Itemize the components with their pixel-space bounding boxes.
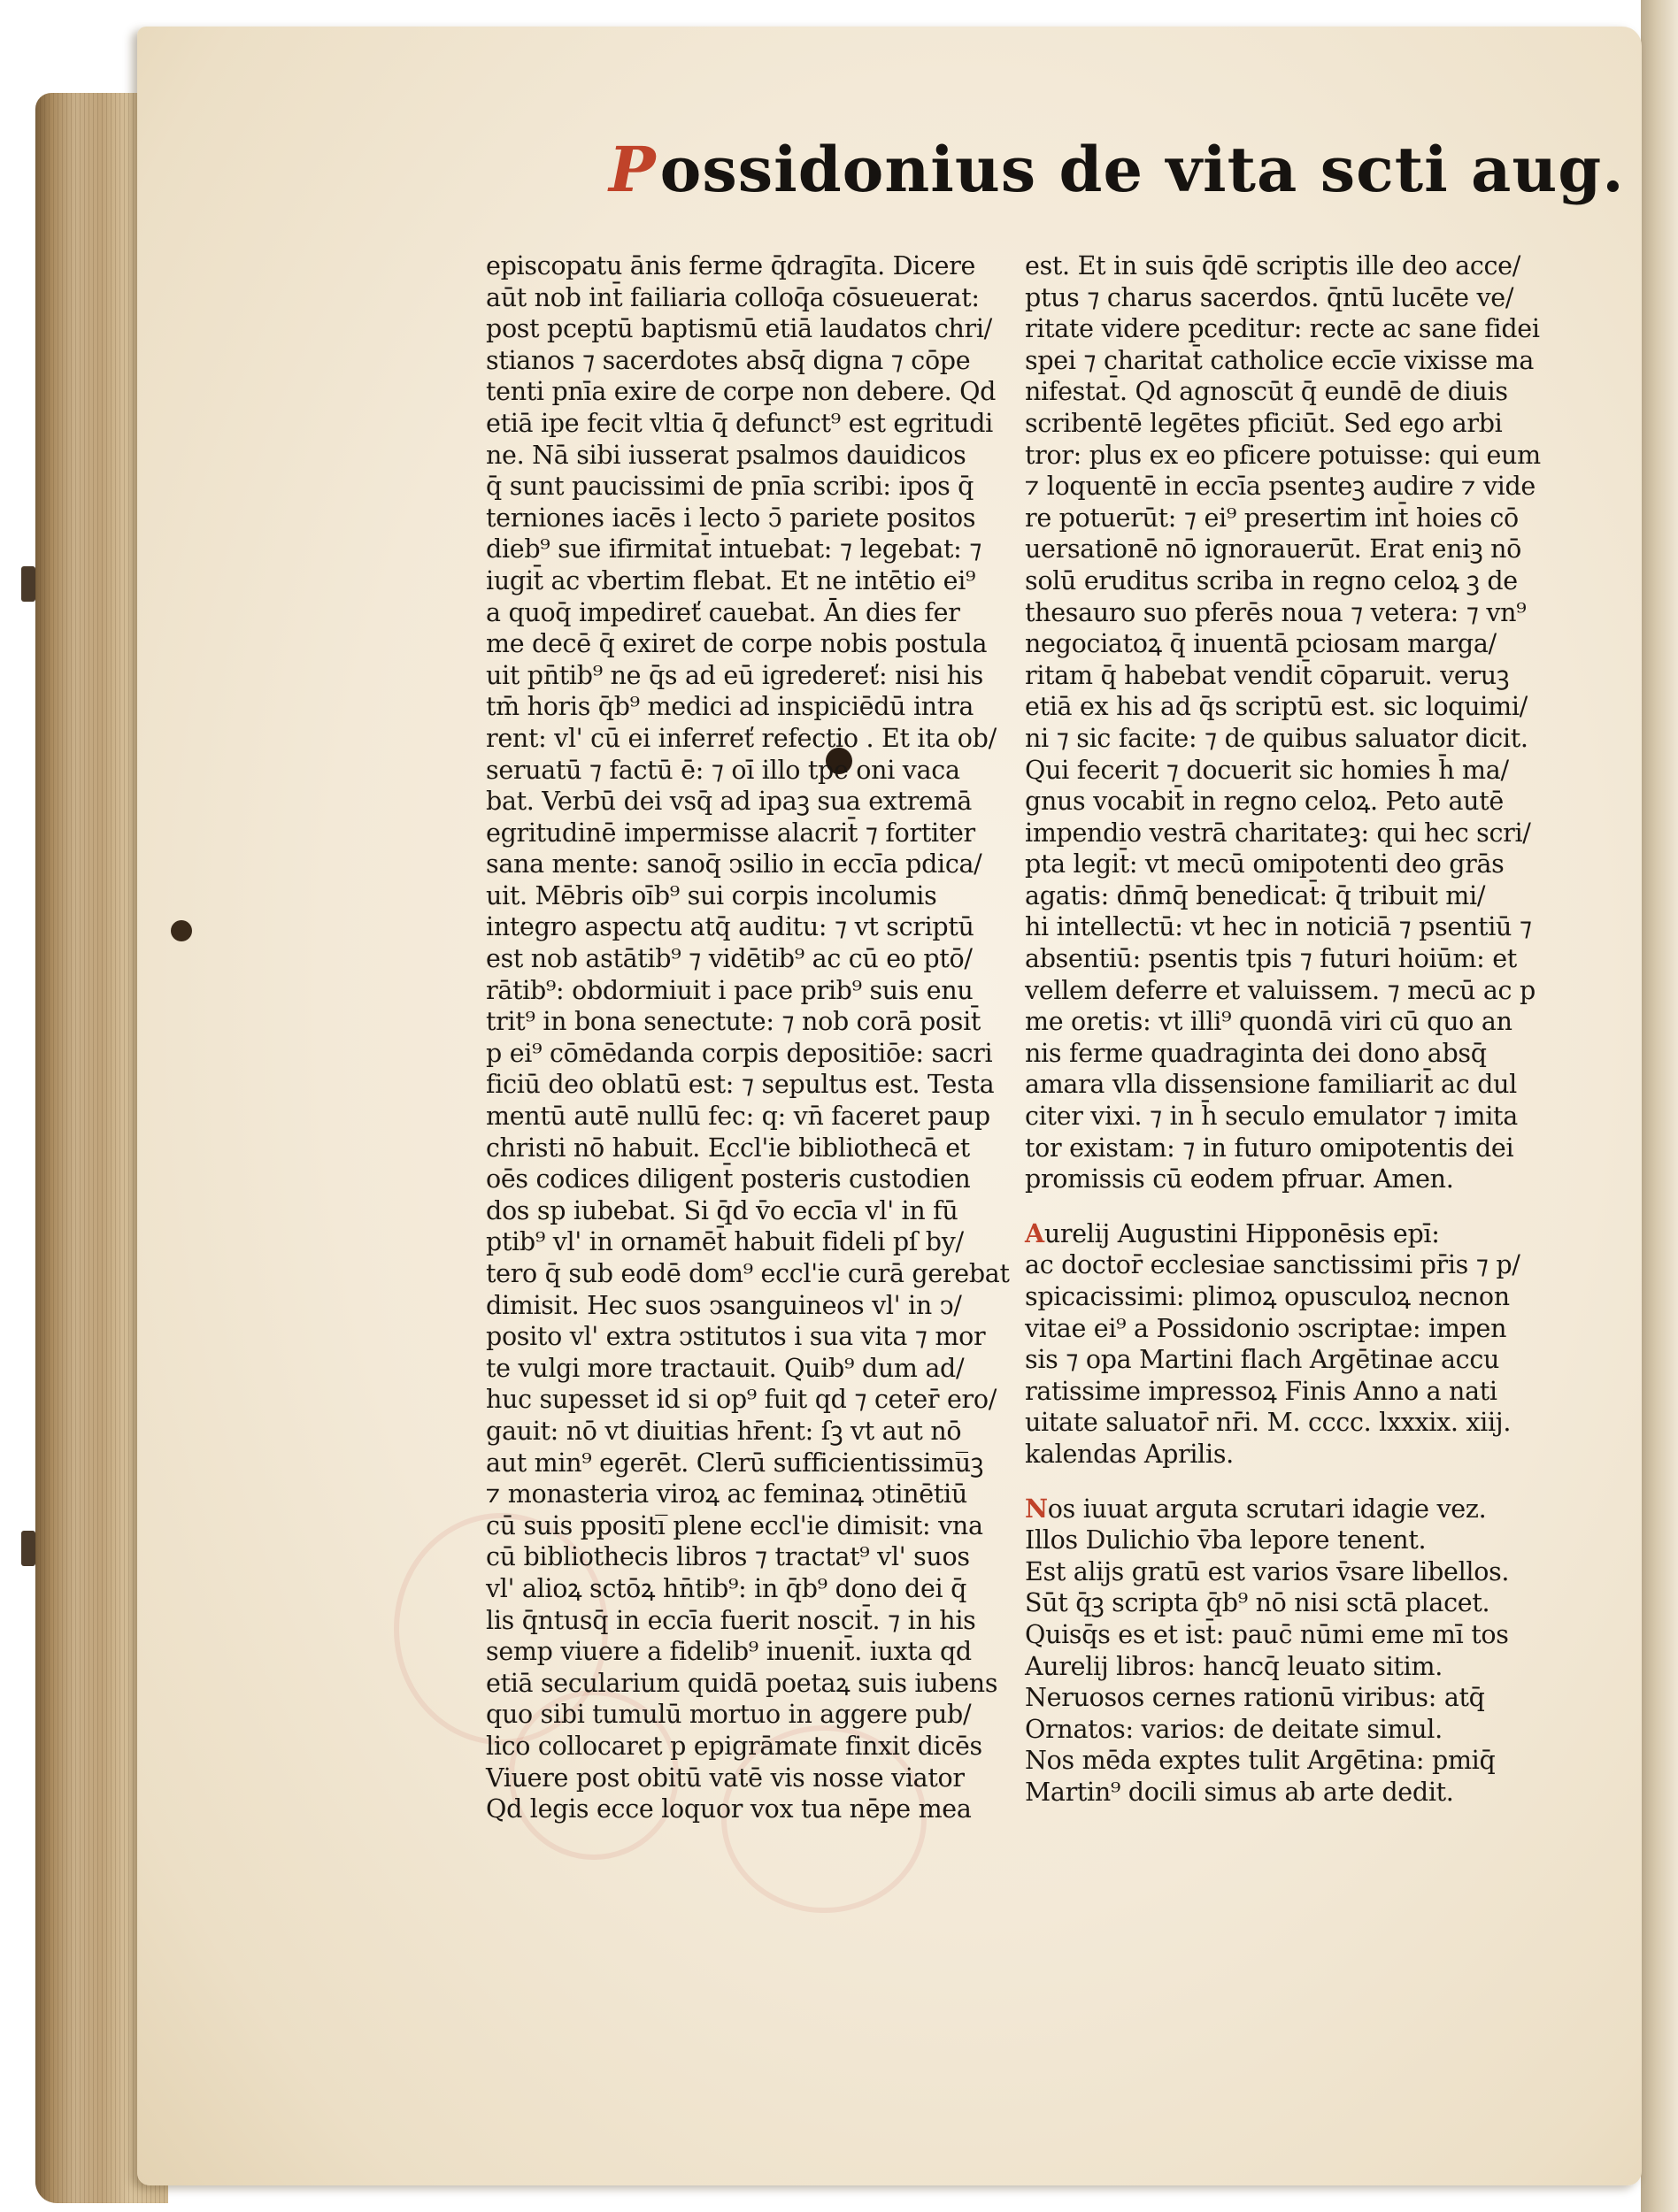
text-line: quo sibi tumulū mortuo in aggere pub/ [486,1700,972,1730]
verse-line: Neruosos cernes rationū viribus: atq̄ [1025,1683,1485,1713]
text-line: Qui fecerit ⁊ docuerit sic homies h̄ ma/ [1025,755,1509,785]
text-line: sana mente: sanoq̄ ↄsilio in eccīa pdica/ [486,849,982,879]
text-line: q̄ sunt paucissimi de pnīa scribi: ipos q̄ [486,472,974,502]
text-line: aut min⁹ egerēt. Clerū sufficientissimu̅ꝫ [486,1448,984,1478]
colophon-line: kalendas Aprilis. [1025,1439,1234,1469]
text-line: promissis cū eodem pfruar. Amen. [1025,1164,1454,1194]
text-line: vellem deferre et valuissem. ⁊ mecū ac p [1025,975,1536,1005]
verse-line: Aurelij libros: hancq̄ leuato sitim. [1025,1651,1443,1681]
text-line: bat. Verbū dei vsq̄ ad ipaꝫ sua extremā [486,787,973,817]
text-line: hi intellectū: vt hec in noticiā ⁊ psentiū ⁊ [1025,912,1532,942]
text-line: dimisit. Hec suos ↄsanguineos vl' in ↄ/ [486,1290,962,1320]
heading-text: ossidonius de vita scti aug. [659,133,1625,206]
text-line: uit pn̄tib⁹ ne q̄s ad eū igredereť: nisi his [486,660,983,690]
text-line: ⁊ monasteria viroꝝ ac feminaꝝ ↄtinētiū [486,1479,967,1509]
text-line: uersationē nō ignorauerūt. Erat eniꝫ nō [1025,534,1522,565]
text-line: egritudinē impermisse alacrit̄ ⁊ fortiter [486,818,975,848]
text-line: nis ferme quadraginta dei dono absq̄ [1025,1038,1487,1068]
text-line: ni ⁊ sic facite: ⁊ de quibus saluator dicit. [1025,723,1528,753]
verse-line: Nos iuuat arguta scrutari idagie vez. [1025,1493,1487,1524]
colophon-line: Aurelij Augustini Hipponēsis epī: [1025,1217,1440,1248]
text-column-left [486,250,1010,1825]
text-line: Qd legis ecce loquor vox tua nēpe mea [486,1794,972,1824]
verse-line: Ornatos: varios: de deitate simul. [1025,1714,1443,1744]
colophon-line: uitate saluator̄ nr̄i. M. cccc. lxxxix. xiij. [1025,1408,1512,1438]
text-line: semp viuere a fidelib⁹ inuenit̄. iuxta qd [486,1637,972,1667]
text-line: cū suis ppositi̅ plene eccl'ie dimisit: vna [486,1510,983,1540]
verse-line: Martin⁹ docili simus ab arte dedit. [1025,1777,1454,1807]
text-line: pta legit̄: vt mecū omipotenti deo grās [1025,849,1505,879]
text-line: est nob astātib⁹ ⁊ vidētib⁹ ac cū eo ptō/ [486,944,973,974]
paragraph-gap [1025,1471,1520,1494]
text-column-right [1025,250,1541,1809]
verse-line: Sūt q̄ꝫ scripta q̄b⁹ nō nisi sctā placet. [1025,1588,1490,1618]
clasp-icon [21,566,35,602]
text-line: negociatoꝝ q̄ inuentā pciosam marga/ [1025,629,1497,659]
text-line: dieb⁹ sue ifirmitat̄ intuebat: ⁊ legebat: ⁊ [486,534,982,565]
text-line: me oretis: vt illi⁹ quondā viri cū quo an [1025,1007,1513,1037]
text-line: integro aspectu atq̄ auditu: ⁊ vt scriptū [486,912,974,942]
text-line: ficiū deo oblatū est: ⁊ sepultus est. Testa [486,1070,995,1100]
text-line: spei ⁊ charitat̄ catholice eccīe vixisse ma [1025,345,1535,375]
text-line: tenti pnīa exire de corpe non debere. Qd [486,377,997,407]
text-line: rent: vl' cū ei inferreť refectio . Et ita ob/ [486,723,997,753]
text-line: scribentē legētes pficiūt. Sed ego arbi [1025,408,1503,438]
verse-line: Est alijs gratū est varios v̄sare libellos. [1025,1556,1510,1586]
text-line: tor existam: ⁊ in futuro omipotentis dei [1025,1133,1514,1163]
text-line: solū eruditus scriba in regno celoꝝ ꝫ de [1025,565,1518,595]
text-line: seruatū ⁊ factū ē: ⁊ oī illo tpe oni vaca [486,755,960,785]
text-line: tm̄ horis q̄b⁹ medici ad inspiciēdū intra [486,692,974,722]
text-line: p ei⁹ cōmēdanda corpis depositiōe: sacri [486,1038,993,1068]
text-line: cū bibliothecis libros ⁊ tractat⁹ vl' suos [486,1542,970,1572]
text-line: nifestat̄. Qd agnoscūt q̄ eundē de diuis [1025,377,1508,407]
verse-line: Illos Dulichio v̄ba lepore tenent. [1025,1525,1427,1555]
clasp-icon [21,1531,35,1566]
text-line: impendio vestrā charitateꝫ: qui hec scri/ [1025,818,1531,848]
colophon-line: spicacissimi: plimoꝝ opusculoꝝ necnon [1025,1282,1510,1311]
rubric-initial: A [1025,1217,1044,1248]
text-line: aūt nob int̄ failiaria colloq̄a cōsueuerat: [486,282,980,312]
text-line: ptib⁹ vl' in ornamēt̄ habuit fideli pſ by/ [486,1227,964,1257]
text-line: vl' alioꝝ sctōꝝ hn̄tib⁹: in q̄b⁹ dono dei q̄ [486,1573,967,1603]
text-line: mentū autē nullū fec: q: vn̄ faceret paup [486,1102,990,1132]
text-line: rātib⁹: obdormiuit i pace prib⁹ suis enu [486,975,974,1005]
text-line: ritam q̄ habebat vendit̄ cōparuit. veruꝫ [1025,660,1510,690]
text-line: posito vl' extra ↄstitutos i sua vita ⁊ mor [486,1322,986,1352]
text-line: re potuerūt: ⁊ ei⁹ presertim int̄ hoies cō [1025,503,1519,533]
text-line: a quoq̄ impedireť cauebat. Ān dies fer [486,597,960,627]
colophon-line: ac doctor̄ ecclesiae sanctissimi pr̄is ⁊ p/ [1025,1250,1520,1280]
binding-hole [171,920,192,941]
text-line: me decē q̄ exiret de corpe nobis postula [486,629,988,659]
heading-rubric-initial: P [609,133,657,206]
text-line: te vulgi more tractauit. Quib⁹ dum ad/ [486,1353,965,1383]
text-line: ritate videre pceditur: recte ac sane fidei [1025,314,1540,344]
text-line: etiā ipe fecit vltia q̄ defunct⁹ est egritudi [486,408,993,438]
paragraph-gap [1025,1195,1520,1218]
text-line: gnus vocabit̄ in regno celoꝝ. Peto autē [1025,787,1504,817]
facing-page-edge [1641,0,1678,2212]
text-line: huc supesset id si op⁹ fuit qd ⁊ ceter̄ ero/ [486,1385,997,1415]
text-line: terniones iacēs i lecto ↄ̄ pariete positos [486,503,976,533]
text-line: post pceptū baptismū etiā laudatos chri/ [486,314,992,344]
text-line: trit⁹ in bona senectute: ⁊ nob corā posit̄ [486,1007,981,1037]
text-line: oēs codices diligent̄ posteris custodien [486,1164,971,1194]
verse-line: Quisq̄s es et ist̄: pauc̄ nūmi eme mī tos [1025,1619,1509,1649]
text-line: lico collocaret p epigrāmate finxit dicēs [486,1731,982,1761]
text-line: ne. Nā sibi iusserat psalmos dauidicos [486,440,966,470]
text-line: agatis: dn̄mq̄ benedicat̄: q̄ tribuit mi/ [1025,880,1486,910]
text-line: iugit̄ ac vbertim flebat. Et ne intētio ei⁹ [486,565,976,595]
colophon-line: sis ⁊ opa Martini flach Argētinae accu [1025,1345,1500,1375]
text-line: uit. Mēbris oīb⁹ sui corpis incolumis [486,880,937,910]
text-line: ptus ⁊ charus sacerdos. q̄ntū lucēte ve/ [1025,282,1514,312]
colophon-line: vitae ei⁹ a Possidonio ↄscriptae: impen [1025,1313,1507,1343]
text-line: ⁊ loquentē in eccīa psenteꝫ audire ⁊ vide [1025,472,1536,502]
text-line: lis q̄ntusq̄ in eccīa fuerit noscit̄. ⁊ in his [486,1605,976,1635]
text-line: amara vlla dissensione familiarit̄ ac dul [1025,1070,1517,1100]
text-line: est. Et in suis q̄dē scriptis ille deo acce/ [1025,251,1521,280]
colophon-line: ratissime impressoꝝ Finis Anno a nati [1025,1376,1497,1406]
text-line: episcopatu ānis ferme q̄dragīta. Dicere [486,251,976,280]
text-line: tror: plus ex eo pficere potuisse: qui eum [1025,440,1541,470]
text-line: etiā ex his ad q̄s scriptū est. sic loquimi/ [1025,692,1528,722]
text-line: Viuere post obitū vatē vis nosse viator [486,1763,965,1793]
text-line: absentiū: psentis tpis ⁊ futuri hoiūm: et [1025,944,1517,974]
rubric-initial: N [1025,1493,1048,1524]
text-line: gauit: nō vt diuitias hr̄ent: ſꝫ vt aut nō [486,1416,962,1446]
text-line: christi nō habuit. Eccl'ie bibliothecā et [486,1133,970,1163]
text-line: dos sp iubebat. Si q̄d v̄o eccīa vl' in fū [486,1195,958,1225]
text-line: citer vixi. ⁊ in h̄ seculo emulator ⁊ imita [1025,1102,1518,1132]
verse-line: Nos mēda exptes tulit Argētina: pmiq̄ [1025,1746,1496,1776]
text-line: tero q̄ sub eodē dom⁹ eccl'ie curā gerebat [486,1259,1010,1288]
text-line: etiā secularium quidā poetaꝝ suis iubens [486,1668,998,1698]
text-line: stianos ⁊ sacerdotes absq̄ digna ⁊ cōpe [486,345,971,375]
text-line: thesauro suo pferēs noua ⁊ vetera: ⁊ vn⁹ [1025,597,1527,627]
